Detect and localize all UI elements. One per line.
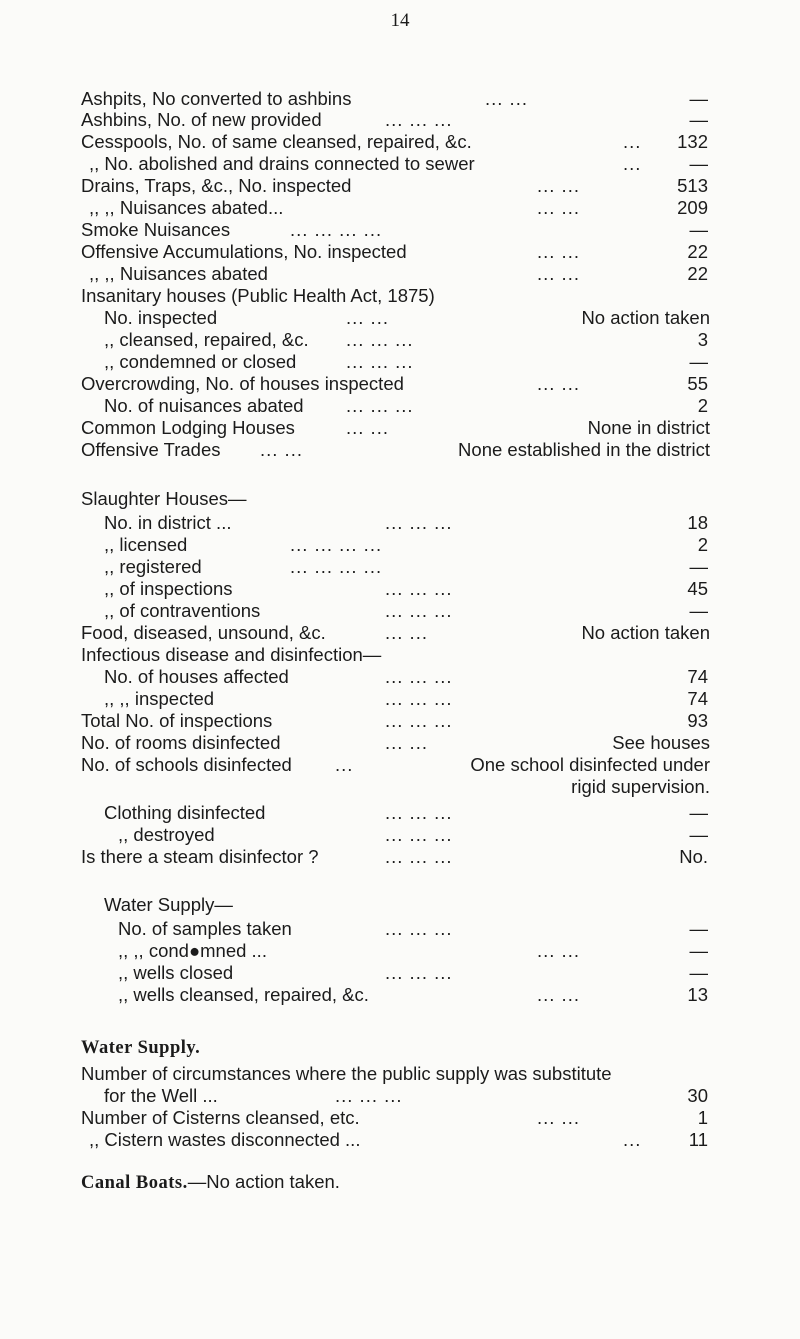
row-value: 30	[687, 1085, 708, 1106]
row-dots: ... ... ... ...	[290, 219, 383, 240]
row-value: 2	[697, 395, 708, 416]
row-value: —	[689, 219, 708, 240]
table-row	[0, 688, 800, 710]
row-label: Number of Cisterns cleansed, etc.	[81, 1107, 360, 1128]
canal-boats-text: —No action taken.	[187, 1171, 340, 1192]
row-label: Cesspools, No. of same cleansed, repaired, &c.	[81, 131, 472, 152]
row-label: Offensive Accumulations, No. inspected	[81, 241, 407, 262]
row-label: ,, ,, Nuisances abated...	[89, 197, 284, 218]
row-value: No action taken	[581, 622, 710, 643]
row-value: —	[689, 600, 708, 621]
row-dots: ... ... ...	[385, 666, 453, 687]
row-dots: ... ...	[537, 175, 580, 196]
row-label: Food, diseased, unsound, &c.	[81, 622, 326, 643]
row-label: No. of houses affected	[104, 666, 289, 687]
table-row	[0, 197, 800, 219]
table-row	[0, 802, 800, 824]
row-value: —	[689, 962, 708, 983]
row-dots: ... ...	[346, 307, 389, 328]
row-label: Overcrowding, No. of houses inspected	[81, 373, 404, 394]
table-row	[0, 131, 800, 153]
table-row	[0, 846, 800, 868]
row-value: 93	[687, 710, 708, 731]
row-value: No.	[679, 846, 708, 867]
section-heading-canal-boats: Canal Boats.	[81, 1173, 188, 1193]
table-row	[0, 918, 800, 940]
row-dots: ... ...	[537, 1107, 580, 1128]
table-row	[0, 175, 800, 197]
row-label: No. of schools disinfected	[81, 754, 292, 775]
table-row	[0, 600, 800, 622]
canal-boats-row	[0, 1171, 800, 1193]
row-dots: ... ... ...	[335, 1085, 403, 1106]
table-row	[0, 329, 800, 351]
row-label: Common Lodging Houses	[81, 417, 295, 438]
table-row	[0, 1107, 800, 1129]
table-row	[0, 622, 800, 644]
row-value: See houses	[612, 732, 710, 753]
row-label: ,, condemned or closed	[104, 351, 297, 372]
table-row	[0, 644, 800, 666]
row-dots: ... ... ...	[385, 512, 453, 533]
row-value: 74	[687, 688, 708, 709]
section-heading-slaughter-houses: Slaughter Houses—	[81, 488, 247, 509]
row-dots: ... ...	[537, 197, 580, 218]
row-dots: ... ... ...	[346, 329, 414, 350]
row-value: 209	[677, 197, 708, 218]
row-value: 18	[687, 512, 708, 533]
table-row	[0, 754, 800, 776]
row-label: ,, licensed	[104, 534, 188, 555]
table-row	[0, 417, 800, 439]
row-dots: ... ... ...	[385, 688, 453, 709]
row-label: Ashbins, No. of new provided	[81, 109, 322, 130]
table-row	[0, 439, 800, 461]
row-label: Drains, Traps, &c., No. inspected	[81, 175, 352, 196]
row-dots: ... ... ...	[346, 395, 414, 416]
row-dots: ... ... ... ...	[290, 556, 383, 577]
row-dots: ... ... ...	[385, 109, 453, 130]
row-dots: ... ... ... ...	[290, 534, 383, 555]
row-label: Insanitary houses (Public Health Act, 1875)	[81, 285, 435, 306]
row-value: 132	[677, 131, 708, 152]
row-label: ,, cleansed, repaired, &c.	[104, 329, 309, 350]
table-row	[0, 1129, 800, 1151]
table-row	[0, 153, 800, 175]
row-label: No. of rooms disinfected	[81, 732, 281, 753]
page-number: 14	[390, 10, 410, 31]
row-dots: ...	[623, 1129, 642, 1150]
row-value: 2	[697, 534, 708, 555]
table-row	[0, 88, 800, 110]
row-value: —	[689, 802, 708, 823]
row-value: None in district	[587, 417, 710, 438]
row-value: —	[689, 556, 708, 577]
row-label: ,, ,, inspected	[104, 688, 215, 709]
row-label: ,, wells closed	[118, 962, 234, 983]
row-dots: ... ...	[485, 88, 528, 109]
row-dots: ... ... ...	[385, 578, 453, 599]
row-label: ,, wells cleansed, repaired, &c.	[118, 984, 369, 1005]
section-heading-water-supply: Water Supply—	[104, 894, 233, 915]
table-row	[0, 241, 800, 263]
table-row	[0, 219, 800, 241]
row-value: None established in the district	[458, 439, 710, 460]
row-value: —	[689, 153, 708, 174]
row-value: 45	[687, 578, 708, 599]
row-dots: ... ...	[537, 263, 580, 284]
row-value: 22	[687, 241, 708, 262]
row-label: Smoke Nuisances	[81, 219, 231, 240]
row-value: One school disinfected under	[470, 754, 710, 775]
row-label: ,, of inspections	[104, 578, 233, 599]
table-row	[0, 556, 800, 578]
row-dots: ... ...	[385, 622, 428, 643]
row-label: ,, ,, Nuisances abated	[89, 263, 268, 284]
table-row	[0, 1063, 800, 1085]
row-label: Offensive Trades	[81, 439, 221, 460]
row-value: 13	[687, 984, 708, 1005]
row-value: —	[689, 918, 708, 939]
row-value: 74	[687, 666, 708, 687]
row-dots: ... ... ...	[385, 918, 453, 939]
table-row	[0, 373, 800, 395]
row-value: No action taken	[581, 307, 710, 328]
table-row	[0, 776, 800, 798]
table-row	[0, 109, 800, 131]
row-dots: ... ... ...	[385, 962, 453, 983]
row-dots: ... ... ...	[385, 802, 453, 823]
table-row	[0, 512, 800, 534]
row-label: ,, No. abolished and drains connected to sewer	[89, 153, 475, 174]
row-label: Is there a steam disinfector ?	[81, 846, 319, 867]
row-dots: ... ...	[537, 984, 580, 1005]
row-label: No. of samples taken	[118, 918, 292, 939]
row-dots: ... ... ...	[385, 824, 453, 845]
row-label: ,, of contraventions	[104, 600, 261, 621]
table-row	[0, 1085, 800, 1107]
table-row	[0, 534, 800, 556]
row-dots: ... ... ...	[385, 846, 453, 867]
table-row	[0, 732, 800, 754]
row-label: ,, ,, cond●mned ...	[118, 940, 267, 961]
row-dots: ... ...	[537, 241, 580, 262]
row-label: No. in district ...	[104, 512, 232, 533]
row-dots: ...	[335, 754, 354, 775]
table-row	[0, 962, 800, 984]
row-label: ,, destroyed	[118, 824, 215, 845]
row-value: 1	[697, 1107, 708, 1128]
row-dots: ... ... ...	[346, 351, 414, 372]
row-label: for the Well ...	[104, 1085, 218, 1106]
row-label: Number of circumstances where the public supply was substitute	[81, 1063, 612, 1084]
table-row	[0, 285, 800, 307]
row-value: —	[689, 88, 708, 109]
table-row	[0, 307, 800, 329]
table-row	[0, 710, 800, 732]
row-dots: ...	[623, 153, 642, 174]
row-dots: ... ... ...	[385, 710, 453, 731]
table-row	[0, 984, 800, 1006]
row-dots: ... ...	[537, 373, 580, 394]
row-label: Ashpits, No converted to ashbins	[81, 88, 352, 109]
row-value: —	[689, 109, 708, 130]
table-row	[0, 351, 800, 373]
row-value: rigid supervision.	[571, 776, 710, 797]
row-label: No. of nuisances abated	[104, 395, 304, 416]
section-heading-water-supply-bold: Water Supply.	[81, 1038, 201, 1058]
row-value: —	[689, 824, 708, 845]
row-label: No. inspected	[104, 307, 218, 328]
row-label: ,, registered	[104, 556, 202, 577]
table-row	[0, 940, 800, 962]
row-dots: ... ...	[385, 732, 428, 753]
row-dots: ... ...	[346, 417, 389, 438]
row-value: 22	[687, 263, 708, 284]
row-label: Clothing disinfected	[104, 802, 266, 823]
row-value: 55	[687, 373, 708, 394]
row-dots: ... ... ...	[385, 600, 453, 621]
row-dots: ...	[623, 131, 642, 152]
row-value: —	[689, 351, 708, 372]
row-label: Infectious disease and disinfection—	[81, 644, 382, 665]
row-dots: ... ...	[260, 439, 303, 460]
row-dots: ... ...	[537, 940, 580, 961]
table-row	[0, 578, 800, 600]
row-value: —	[689, 940, 708, 961]
table-row	[0, 263, 800, 285]
table-row	[0, 666, 800, 688]
table-row	[0, 824, 800, 846]
row-value: 11	[688, 1129, 708, 1150]
row-value: 3	[697, 329, 708, 350]
row-label: ,, Cistern wastes disconnected ...	[89, 1129, 361, 1150]
row-value: 513	[677, 175, 708, 196]
row-label: Total No. of inspections	[81, 710, 273, 731]
table-row	[0, 395, 800, 417]
